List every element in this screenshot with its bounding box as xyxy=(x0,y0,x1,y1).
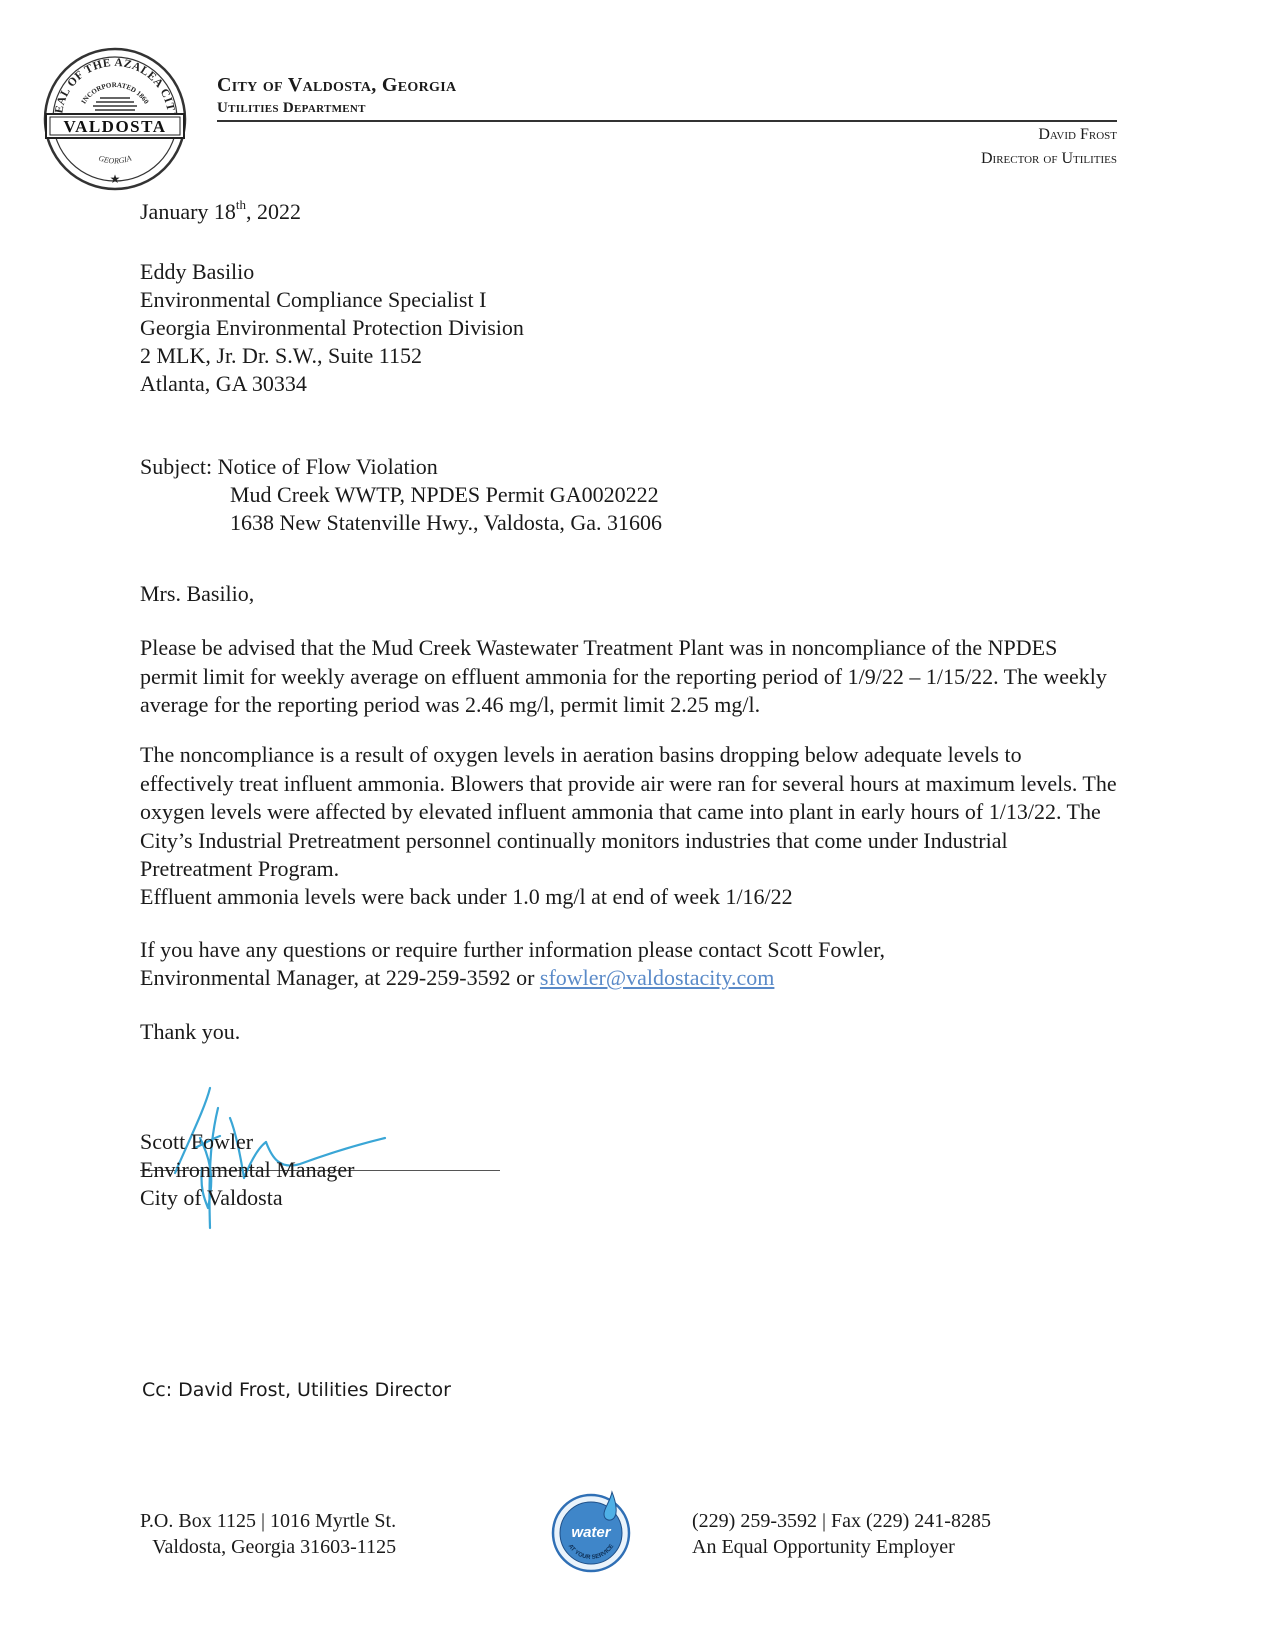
seal-top-text: EAL OF THE AZALEA CIT xyxy=(53,56,177,115)
water-logo xyxy=(548,1488,634,1574)
footer-phone-line: (229) 259-3592 | Fax (229) 241-8285 xyxy=(692,1510,991,1532)
subject-facility: Mud Creek WWTP, NPDES Permit GA0020222 xyxy=(230,482,659,507)
letterhead-divider xyxy=(217,120,1117,122)
subject-address: 1638 New Statenville Hwy., Valdosta, Ga. 31606 xyxy=(230,510,662,535)
svg-text:GEORGIA xyxy=(97,153,132,165)
recipient-name: Eddy Basilio xyxy=(140,259,255,284)
logo-word: water xyxy=(571,1524,611,1541)
contact-line-2-text: Environmental Manager, at 229-259-3592 or xyxy=(140,965,540,990)
cc-line: Cc: David Frost, Utilities Director xyxy=(142,1379,451,1401)
body-paragraph-2: The noncompliance is a result of oxygen levels in aeration basins dropping below adequate levels to effectively treat influent ammonia. Blowers that provide air were ran for several hours at maximum levels. The oxygen levels were affected by elevated influent ammonia that came into plant in early hours of 1/13/22. The City’s Industrial Pretreatment personnel continually monitors industries that come under Industrial Pretreatment Program. xyxy=(140,742,1117,881)
date-year: , 2022 xyxy=(246,199,302,224)
letter-date xyxy=(140,198,301,227)
director-name: David Frost xyxy=(1038,126,1117,143)
body-paragraph-2-last-line: Effluent ammonia levels were back under 1.0 mg/l at end of week 1/16/22 xyxy=(140,884,793,909)
signer-title: Environmental Manager xyxy=(140,1157,355,1182)
footer-eoe-line: An Equal Opportunity Employer xyxy=(692,1536,955,1558)
contact-line-2 xyxy=(140,964,774,993)
subject-line: Subject: Notice of Flow Violation xyxy=(140,454,438,479)
footer-address-line-1: P.O. Box 1125 | 1016 Myrtle St. xyxy=(140,1510,397,1532)
contact-email-link[interactable]: sfowler@valdostacity.com xyxy=(539,965,775,990)
body-paragraph-1: Please be advised that the Mud Creek Wastewater Treatment Plant was in noncompliance of the NPDES permit limit for weekly average on effluent ammonia for the reporting period of 1/9/22 – 1/15/22. The weekly average for the reporting period was 2.46 mg/l, permit limit 2.25 mg/l. xyxy=(140,635,1107,717)
seal-banner-text: VALDOSTA xyxy=(63,117,167,136)
closing: Thank you. xyxy=(140,1019,241,1044)
footer-address xyxy=(140,1508,396,1560)
seal-star-icon: ★ xyxy=(109,172,121,186)
footer-contact xyxy=(692,1508,991,1560)
seal-bottom-text: GEORGIA xyxy=(97,153,133,166)
salutation: Mrs. Basilio, xyxy=(140,581,255,606)
date-prefix: January 18 xyxy=(140,199,236,224)
logo-arc-text: AT YOUR SERVICE xyxy=(566,1543,616,1561)
department-name: Utilities Department xyxy=(217,100,366,116)
recipient-organization: Georgia Environmental Protection Division xyxy=(140,315,524,340)
signer-org: City of Valdosta xyxy=(140,1185,283,1210)
footer-address-line-2: Valdosta, Georgia 31603-1125 xyxy=(152,1536,397,1558)
recipient-city: Atlanta, GA 30334 xyxy=(140,371,307,396)
recipient-title: Environmental Compliance Specialist I xyxy=(140,287,487,312)
director-title: Director of Utilities xyxy=(980,150,1117,167)
recipient-street: 2 MLK, Jr. Dr. S.W., Suite 1152 xyxy=(140,343,422,368)
date-ordinal: th xyxy=(235,196,247,212)
signer-name: Scott Fowler xyxy=(140,1129,254,1154)
seal-inner-text: INCORPORATED 1860 xyxy=(79,80,151,106)
city-seal-logo xyxy=(40,44,190,194)
org-name: City of Valdosta, Georgia xyxy=(217,74,457,96)
contact-line-1: If you have any questions or require further information please contact Scott Fowler, xyxy=(140,937,886,962)
